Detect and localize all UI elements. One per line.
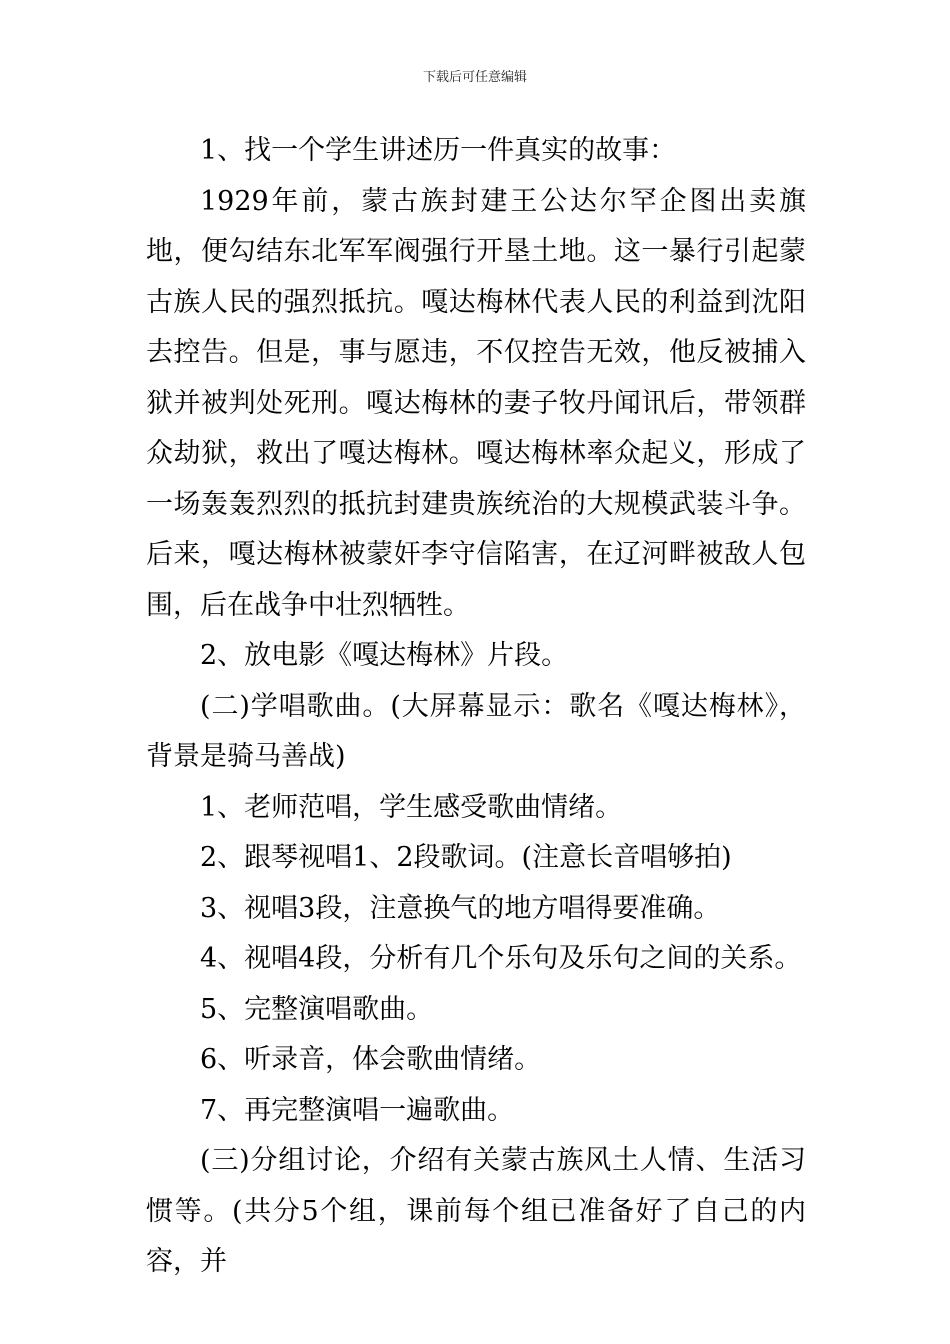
paragraph: 5、完整演唱歌曲。 xyxy=(200,993,434,1025)
paragraph: 1、老师范唱，学生感受歌曲情绪。 xyxy=(200,791,623,823)
paragraph: (二)学唱歌曲。(大屏幕显示：歌名《嘎达梅林》，背景是骑马善战) xyxy=(146,690,806,772)
paragraph: 2、跟琴视唱1、2段歌词。(注意长音唱够拍) xyxy=(200,842,732,873)
paragraph: (三)分组讨论，介绍有关蒙古族风土人情、生活习惯等。(共分5个组，课前每个组已准备好了自己的内容，并 xyxy=(146,1145,806,1277)
paragraph: 3、视唱3段，注意换气的地方唱得要准确。 xyxy=(200,892,721,924)
paragraph: 1、找一个学生讲述历一件真实的故事： xyxy=(200,135,677,166)
document-body xyxy=(146,126,806,1288)
paragraph: 6、听录音，体会歌曲情绪。 xyxy=(200,1044,542,1075)
paragraph: 7、再完整演唱一遍歌曲。 xyxy=(200,1094,515,1126)
page-header: 下载后可任意编辑 xyxy=(422,70,527,85)
paragraph: 1929年前，蒙古族封建王公达尔罕企图出卖旗地，便勾结东北军军阀强行开垦土地。这一暴行引起蒙古族人民的强烈抵抗。嘎达梅林代表人民的利益到沈阳去控告。但是，事与愿违，不仅控告无效，他反被捕入狱并被判处死刑。嘎达梅林的妻子牧丹闻讯后，带领群众劫狱，救出了嘎达梅林。嘎达梅林率众起义，形成了一场轰轰烈烈的抵抗封建贵族统治的大规模武装斗争。后来，嘎达梅林被蒙奸李守信陷害，在辽河畔被敌人包围，后在战争中壮烈牺牲。 xyxy=(146,185,806,621)
paragraph: 4、视唱4段，分析有几个乐句及乐句之间的关系。 xyxy=(200,943,802,974)
paragraph: 2、放电影《嘎达梅林》片段。 xyxy=(200,640,569,671)
